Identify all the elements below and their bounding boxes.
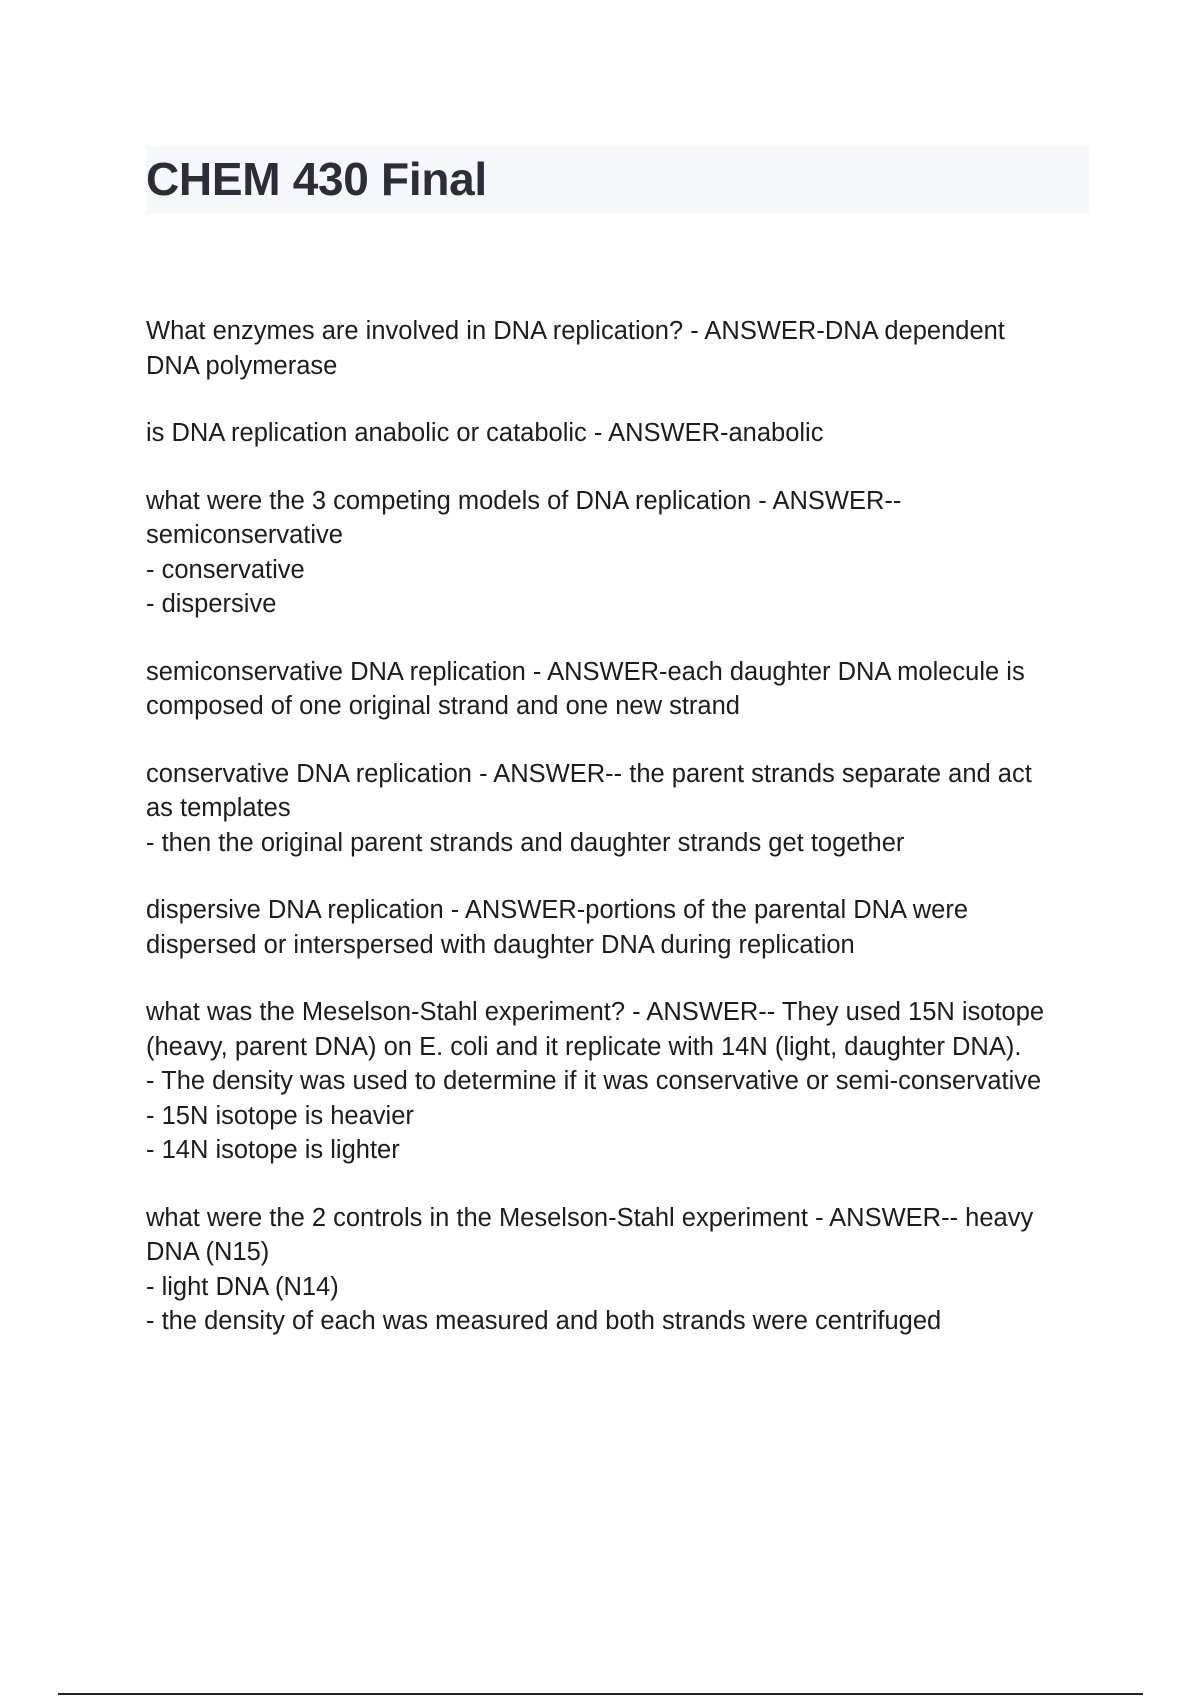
qa-question-line: what were the 3 competing models of DNA replication - ANSWER--: [146, 486, 902, 515]
footer-divider: [58, 1693, 1143, 1695]
qa-entry: [146, 995, 1096, 1168]
qa-answer-line: semiconservative: [146, 521, 343, 549]
qa-question-line: what was the Meselson-Stahl experiment? - ANSWER-- They used 15N isotope: [146, 998, 1045, 1026]
qa-answer-line: - light DNA (N14): [146, 1272, 339, 1301]
qa-answer-line: DNA (N15): [146, 1238, 270, 1266]
qa-entry: [146, 655, 1096, 724]
qa-answer-line: - then the original parent strands and daughter strands get together: [146, 828, 905, 857]
qa-answer-line: - 14N isotope is lighter: [146, 1136, 400, 1164]
qa-answer-line: (heavy, parent DNA) on E. coli and it replicate with 14N (light, daughter DNA).: [146, 1032, 1022, 1061]
qa-answer-line: composed of one original strand and one new strand: [146, 692, 740, 720]
qa-answer-line: dispersed or interspersed with daughter DNA during replication: [146, 930, 855, 959]
qa-entry: [146, 893, 1096, 962]
qa-answer-line: - the density of each was measured and both strands were centrifuged: [146, 1307, 942, 1335]
qa-question-line: is DNA replication anabolic or catabolic - ANSWER-anabolic: [146, 419, 824, 447]
qa-question-line: dispersive DNA replication - ANSWER-portions of the parental DNA were: [146, 896, 969, 924]
qa-entry: [146, 757, 1096, 861]
qa-answer-line: - The density was used to determine if it was conservative or semi-conservative: [146, 1067, 1042, 1095]
qa-entry: [146, 484, 1096, 622]
qa-entry: [146, 416, 1096, 451]
qa-answer-line: as templates: [146, 794, 291, 822]
qa-answer-line: - conservative: [146, 555, 305, 584]
question-answer-list: [146, 314, 1096, 1372]
qa-answer-line: DNA polymerase: [146, 351, 338, 380]
qa-question-line: What enzymes are involved in DNA replication? - ANSWER-DNA dependent: [146, 317, 1005, 345]
title-banner: [146, 146, 1089, 214]
qa-answer-line: - dispersive: [146, 590, 277, 618]
qa-question-line: what were the 2 controls in the Meselson-Stahl experiment - ANSWER-- heavy: [146, 1203, 1034, 1232]
document-title: CHEM 430 Final: [146, 153, 487, 205]
qa-answer-line: - 15N isotope is heavier: [146, 1101, 414, 1130]
qa-entry: [146, 1201, 1096, 1339]
qa-question-line: conservative DNA replication - ANSWER-- the parent strands separate and act: [146, 759, 1032, 788]
qa-entry: [146, 314, 1096, 383]
qa-question-line: semiconservative DNA replication - ANSWER-each daughter DNA molecule is: [146, 657, 1025, 686]
